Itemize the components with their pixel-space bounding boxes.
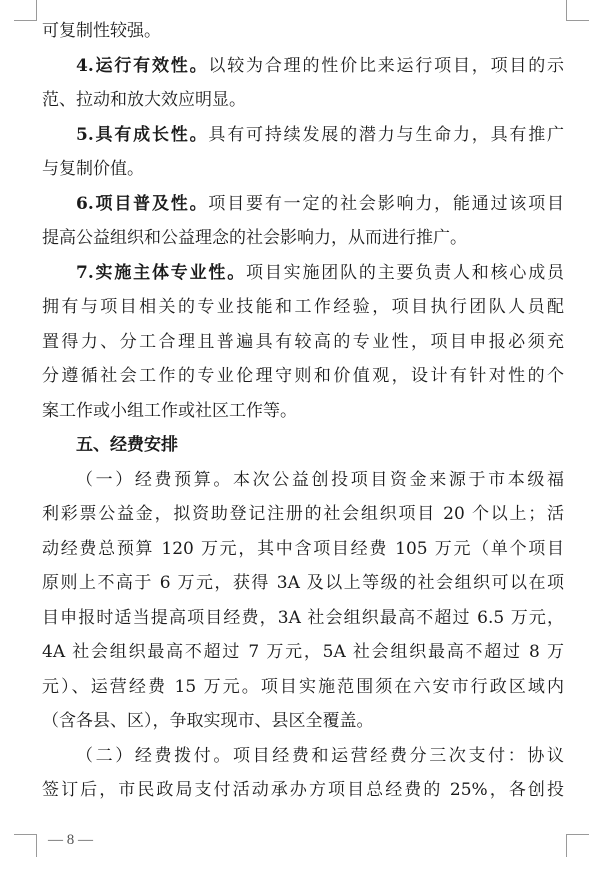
criterion-label: 4.运行有效性。 [76,55,209,76]
budget-line-1 [42,463,564,498]
criterion-6-line-1 [42,187,564,222]
criterion-4-line-1 [42,49,564,84]
text-line: 利彩票公益金，拟资助登记注册的社会组织项目 20 个以上；活 [42,504,564,524]
text-line: （含各县、区），争取实现市、县区全覆盖。 [42,711,374,731]
text-line: 提高公益组织和公益理念的社会影响力，从而进行推广。 [42,228,467,248]
budget-line-4 [42,566,564,601]
text-line: 以较为合理的性价比来运行项目，项目的示 [208,55,564,76]
criterion-7-line-2 [42,290,564,325]
budget-line-2 [42,497,564,532]
criterion-7-line-5 [42,394,564,429]
criterion-5-line-1 [42,118,564,153]
text-line: 项目实施团队的主要负责人和核心成员 [246,262,564,283]
section-heading: 五、经费安排 [76,435,178,455]
text-line: 项目要有一定的社会影响力，能通过该项目 [208,193,564,214]
text-line: 范、拉动和放大效应明显。 [42,90,246,110]
criterion-7-line-3 [42,325,564,360]
criterion-label: 5.具有成长性。 [76,124,209,145]
criterion-label: 6.项目普及性。 [76,193,209,214]
crop-mark-top-right [566,0,589,21]
budget-line-6 [42,635,564,670]
text-line: （一）经费预算。本次公益创投项目资金来源于市本级福 [76,469,564,490]
budget-line-3 [42,532,564,567]
text-line: 拥有与项目相关的专业技能和工作经验，项目执行团队人员配 [42,297,564,317]
text-line: 目申报时适当提高项目经费，3A 社会组织最高不超过 6.5 万元， [42,607,564,628]
crop-mark-top-left [14,0,37,21]
text-line: 具有可持续发展的潜力与生命力，具有推广 [208,124,564,145]
criterion-7-line-1 [42,256,564,291]
crop-mark-bottom-left [14,834,37,857]
budget-line-7 [42,670,564,705]
text-line: 4A 社会组织最高不超过 7 万元，5A 社会组织最高不超过 8 万 [42,642,564,662]
allocation-line-2 [42,773,564,808]
text-line: 签订后，市民政局支付活动承办方项目总经费的 25%，各创投 [42,780,564,800]
text-line: 动经费总预算 120 万元，其中含项目经费 105 万元（单个项目 [42,538,564,559]
criterion-6-line-2 [42,221,564,256]
text-line: 案工作或小组工作或社区工作等。 [42,400,297,421]
document-body [42,14,564,808]
paragraph-continuation [42,14,564,49]
page-number: — 8 — [48,832,93,848]
criterion-label: 7.实施主体专业性。 [76,262,247,283]
criterion-7-line-4 [42,359,564,394]
text-line: （二）经费拨付。项目经费和运营经费分三次支付：协议 [76,745,564,766]
text-line: 与复制价值。 [42,159,144,179]
text-line: 可复制性较强。 [42,21,161,41]
text-line: 元）、运营经费 15 万元。项目实施范围须在六安市行政区域内 [42,676,564,697]
text-line: 置得力、分工合理且普遍具有较高的专业性，项目申报必须充 [42,331,564,352]
budget-line-8 [42,704,564,739]
text-line: 原则上不高于 6 万元，获得 3A 及以上等级的社会组织可以在项 [42,573,564,593]
budget-line-5 [42,601,564,636]
crop-mark-bottom-right [566,834,589,857]
criterion-4-line-2 [42,83,564,118]
allocation-line-1 [42,739,564,774]
text-line: 分遵循社会工作的专业伦理守则和价值观，设计有针对性的个 [42,366,564,386]
criterion-5-line-2 [42,152,564,187]
